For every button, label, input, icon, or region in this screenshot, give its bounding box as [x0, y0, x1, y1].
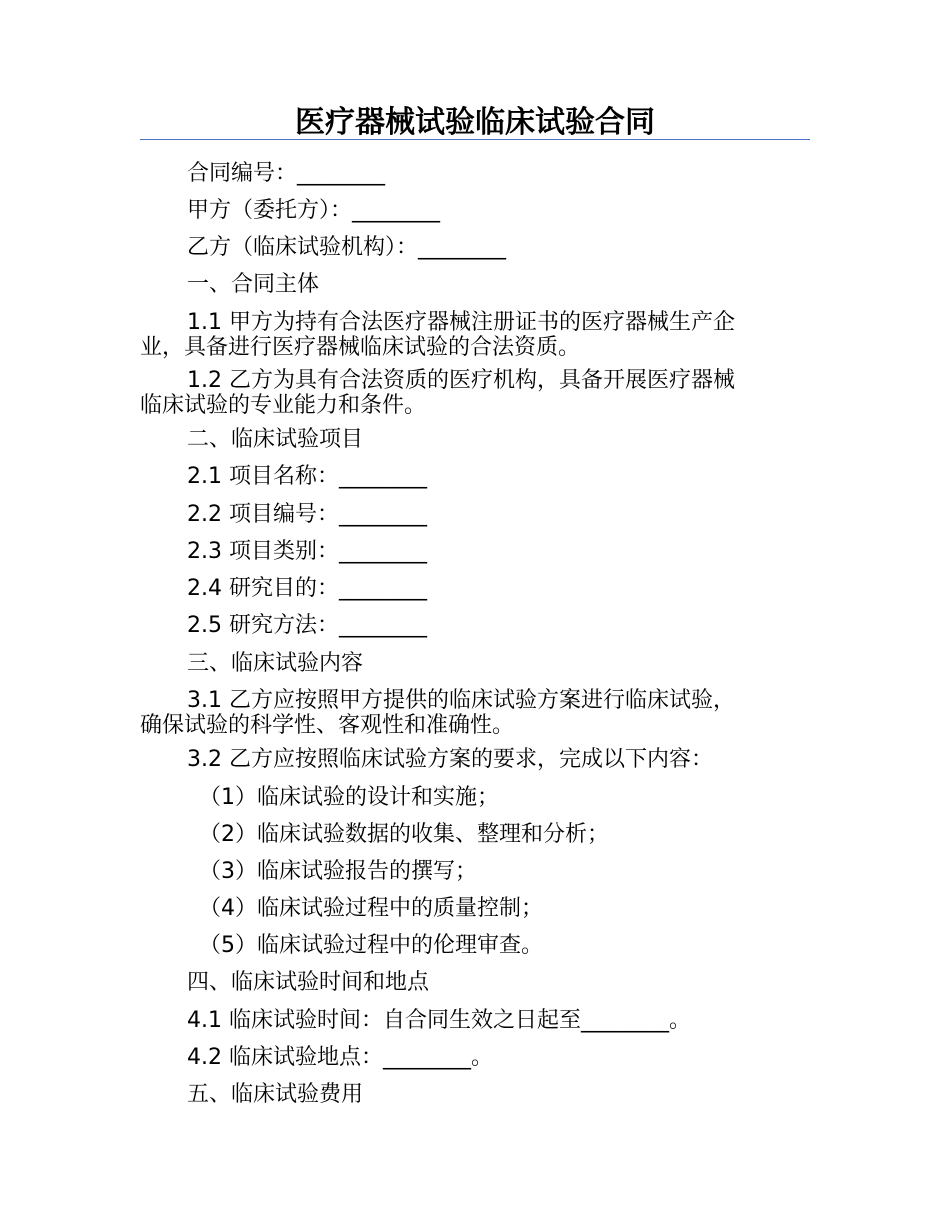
list-item-5: （5）临床试验过程中的伦理审查。 [199, 933, 543, 958]
clause-4-1: 4.1 临床试验时间：自合同生效之日起至________。 [187, 1008, 691, 1033]
clause-1-1 [140, 310, 810, 360]
document-title: 医疗器械试验临床试验合同 [295, 105, 655, 140]
clause-2-1: 2.1 项目名称：________ [187, 464, 427, 489]
section-1-heading: 一、合同主体 [187, 272, 320, 297]
clause-4-2: 4.2 临床试验地点：________。 [187, 1045, 493, 1070]
clause-3-1-line-1: 3.1 乙方应按照甲方提供的临床试验方案进行临床试验， [187, 688, 735, 713]
party-b-line: 乙方（临床试验机构）：________ [187, 235, 507, 260]
clause-1-2-line-1: 1.2 乙方为具有合法资质的医疗机构，具备开展医疗器械 [187, 368, 735, 393]
list-item-2: （2）临床试验数据的收集、整理和分析； [199, 822, 609, 847]
clause-2-4: 2.4 研究目的：________ [187, 576, 427, 601]
clause-2-5: 2.5 研究方法：________ [187, 613, 427, 638]
clause-3-1-line-2: 确保试验的科学性、客观性和准确性。 [140, 713, 515, 738]
list-item-1: （1）临床试验的设计和实施； [199, 785, 499, 810]
title-underline [140, 139, 810, 140]
clause-3-1 [140, 688, 810, 738]
clause-2-2: 2.2 项目编号：________ [187, 502, 427, 527]
list-item-4: （4）临床试验过程中的质量控制； [199, 896, 543, 921]
clause-1-1-line-1: 1.1 甲方为持有合法医疗器械注册证书的医疗器械生产企 [187, 310, 735, 335]
list-item-3: （3）临床试验报告的撰写； [199, 859, 477, 884]
clause-1-2-line-2: 临床试验的专业能力和条件。 [140, 393, 427, 418]
contract-number-line: 合同编号：________ [187, 161, 386, 186]
clause-3-2: 3.2 乙方应按照临床试验方案的要求，完成以下内容： [187, 747, 713, 772]
section-3-heading: 三、临床试验内容 [187, 651, 364, 676]
section-2-heading: 二、临床试验项目 [187, 427, 364, 452]
section-4-heading: 四、临床试验时间和地点 [187, 970, 430, 995]
clause-1-1-line-2: 业，具备进行医疗器械临床试验的合法资质。 [140, 335, 581, 360]
party-a-line: 甲方（委托方）：________ [187, 198, 441, 223]
clause-1-2 [140, 368, 810, 418]
section-5-heading: 五、临床试验费用 [187, 1082, 364, 1107]
clause-2-3: 2.3 项目类别：________ [187, 539, 427, 564]
